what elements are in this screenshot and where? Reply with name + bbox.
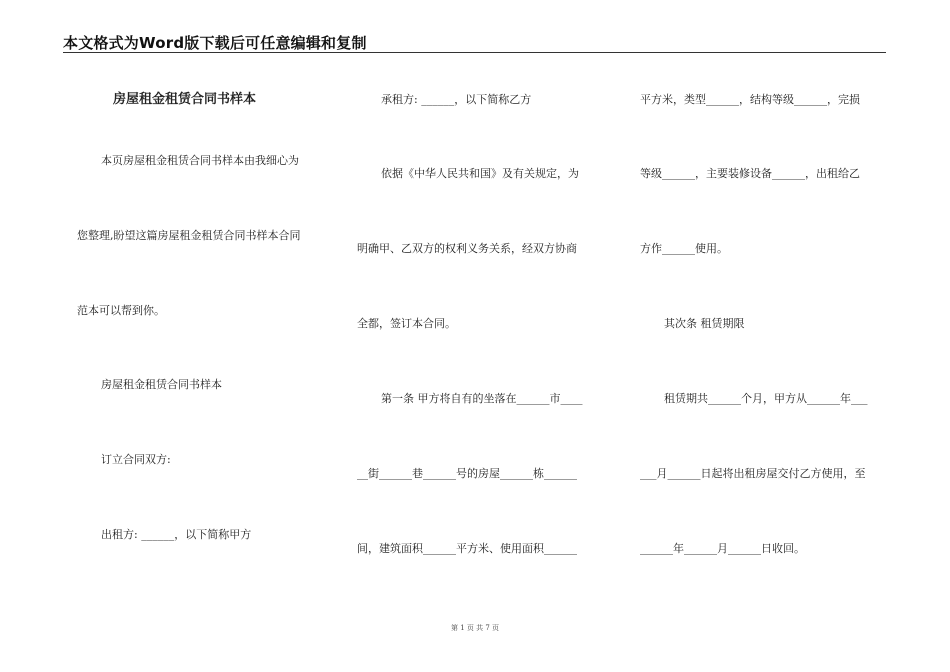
paragraph-line: 平方米，类型______，结构等级______，完损 [640,93,860,106]
column-1 [63,0,313,620]
paragraph-line: 依据《中华人民共和国》及有关规定，为 [381,167,579,180]
section-heading: 其次条 租赁期限 [664,317,745,330]
column-2 [357,0,607,620]
paragraph-line: 房屋租金租赁合同书样本 [101,378,222,391]
paragraph-line: 您整理,盼望这篇房屋租金租赁合同书样本合同 [77,229,301,242]
paragraph-line: 间，建筑面积______平方米、使用面积______ [357,542,577,555]
column-3 [640,0,890,620]
paragraph-line: __街______巷______号的房屋______栋______ [357,467,577,480]
paragraph-line: 出租方: ______，以下简称甲方 [101,528,252,541]
paragraph-line: 方作______使用。 [640,242,728,255]
paragraph-line: ______年______月______日收回。 [640,542,805,555]
paragraph-line: 订立合同双方: [101,453,171,466]
page-number: 第 1 页 共 7 页 [450,624,500,632]
document-header: 本文格式为Word版下载后可任意编辑和复制 [63,34,367,52]
paragraph-line: 明确甲、乙双方的权利义务关系，经双方协商 [357,242,577,255]
paragraph-line: 租赁期共______个月，甲方从______年___ [664,392,868,405]
paragraph-line: 等级______，主要装修设备______，出租给乙 [640,167,860,180]
paragraph-line: 承租方: ______，以下简称乙方 [381,93,532,106]
document-title: 房屋租金租赁合同书样本 [113,92,257,107]
paragraph-line: ___月______日起将出租房屋交付乙方使用，至 [640,467,866,480]
paragraph-line: 第一条 甲方将自有的坐落在______市____ [381,392,583,405]
paragraph-line: 全都，签订本合同。 [357,317,456,330]
paragraph-line: 范本可以帮到你。 [77,304,165,317]
paragraph-line: 本页房屋租金租赁合同书样本由我细心为 [101,154,299,167]
